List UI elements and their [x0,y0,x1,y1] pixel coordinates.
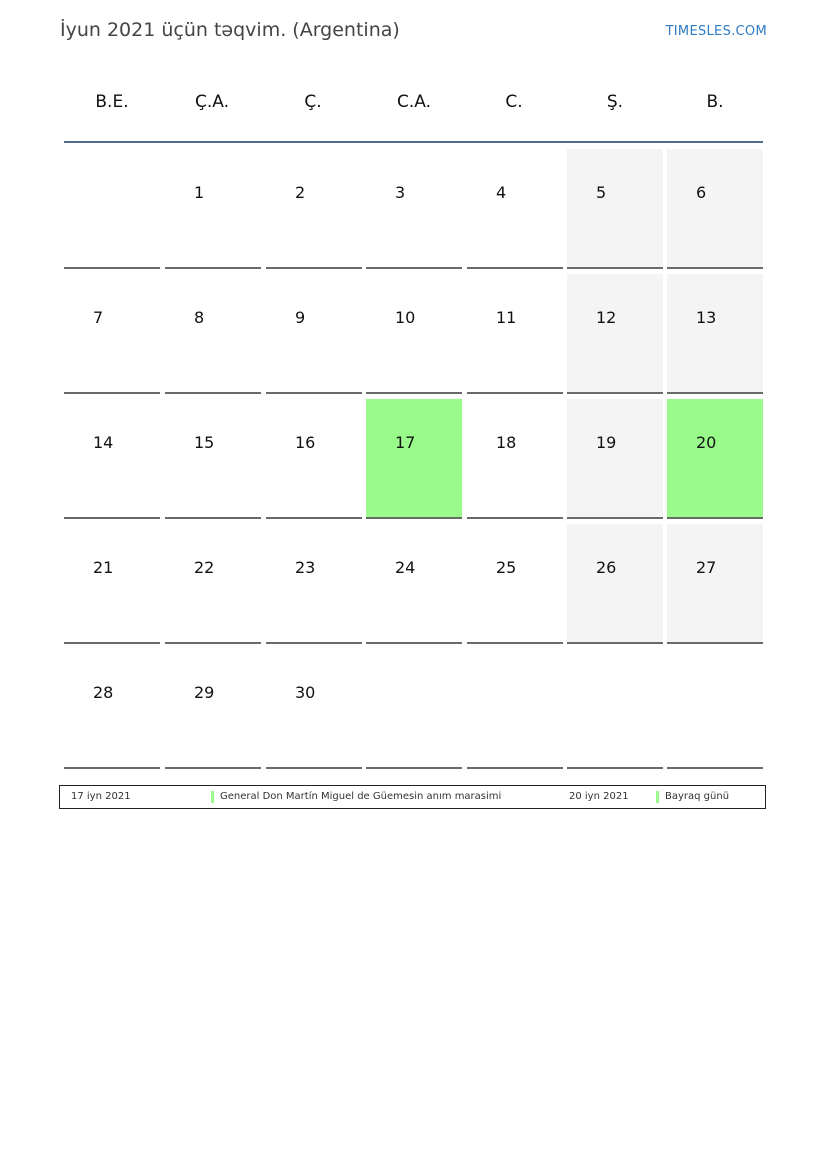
day-number: 14 [93,433,114,452]
empty-day-cell [366,649,462,769]
day-cell[interactable] [667,149,763,269]
day-number: 8 [194,308,205,327]
empty-day-cell [567,649,663,769]
day-cell[interactable] [266,274,362,394]
day-number: 1 [194,183,205,202]
day-cell[interactable] [467,399,563,519]
day-cell[interactable] [366,399,462,519]
day-cell[interactable] [667,274,763,394]
empty-day-cell [64,149,160,269]
day-cell[interactable] [366,274,462,394]
day-cell[interactable] [64,649,160,769]
day-number: 26 [596,558,617,577]
day-cell[interactable] [266,149,362,269]
header-divider [64,141,763,143]
legend-holiday-name: Bayraq günü [665,791,730,802]
day-number: 24 [395,558,416,577]
day-number: 22 [194,558,215,577]
legend-date: 20 iyn 2021 [569,791,629,802]
day-number: 27 [696,558,717,577]
day-number: 15 [194,433,215,452]
day-cell[interactable] [266,524,362,644]
holiday-color-marker [656,791,659,803]
day-cell[interactable] [567,524,663,644]
day-number: 21 [93,558,114,577]
brand-link[interactable]: TIMESLES.COM [665,24,767,39]
weekday-label: Ç.A. [194,92,229,112]
day-cell[interactable] [165,274,261,394]
day-cell[interactable] [567,149,663,269]
day-number: 7 [93,308,104,327]
day-number: 16 [295,433,316,452]
day-number: 9 [295,308,306,327]
holiday-legend [59,785,766,809]
legend-date: 17 iyn 2021 [71,791,131,802]
day-cell[interactable] [266,649,362,769]
day-number: 17 [395,433,416,452]
day-cell[interactable] [667,399,763,519]
day-number: 25 [496,558,517,577]
day-cell[interactable] [165,649,261,769]
day-cell[interactable] [64,274,160,394]
day-number: 10 [395,308,416,327]
day-cell[interactable] [64,399,160,519]
day-number: 5 [596,183,607,202]
day-cell[interactable] [366,524,462,644]
weekday-label: Ç. [304,92,322,112]
legend-holiday-name: General Don Martín Miguel de Güemesin anım marasimi [220,791,502,802]
day-number: 30 [295,683,316,702]
day-cell[interactable] [567,274,663,394]
day-number: 6 [696,183,707,202]
day-cell[interactable] [165,149,261,269]
day-number: 23 [295,558,316,577]
empty-day-cell [667,649,763,769]
weekday-label: B. [706,92,724,112]
day-number: 29 [194,683,215,702]
day-cell[interactable] [667,524,763,644]
day-number: 18 [496,433,517,452]
day-cell[interactable] [165,524,261,644]
day-cell[interactable] [366,149,462,269]
day-cell[interactable] [64,524,160,644]
day-number: 28 [93,683,114,702]
weekday-header [62,92,765,116]
holiday-color-marker [211,791,214,803]
weekday-label: B.E. [95,92,129,112]
day-number: 2 [295,183,306,202]
empty-day-cell [467,649,563,769]
page-title: İyun 2021 üçün təqvim. (Argentina) [60,19,400,41]
day-cell[interactable] [467,274,563,394]
day-cell[interactable] [467,149,563,269]
weekday-label: C. [505,92,523,112]
day-number: 13 [696,308,717,327]
day-cell[interactable] [567,399,663,519]
weekday-label: Ş. [606,92,624,112]
day-cell[interactable] [165,399,261,519]
day-number: 11 [496,308,517,327]
day-number: 19 [596,433,617,452]
day-number: 12 [596,308,617,327]
day-number: 20 [696,433,717,452]
day-number: 3 [395,183,406,202]
weekday-label: C.A. [396,92,431,112]
day-cell[interactable] [266,399,362,519]
day-cell[interactable] [467,524,563,644]
day-number: 4 [496,183,507,202]
